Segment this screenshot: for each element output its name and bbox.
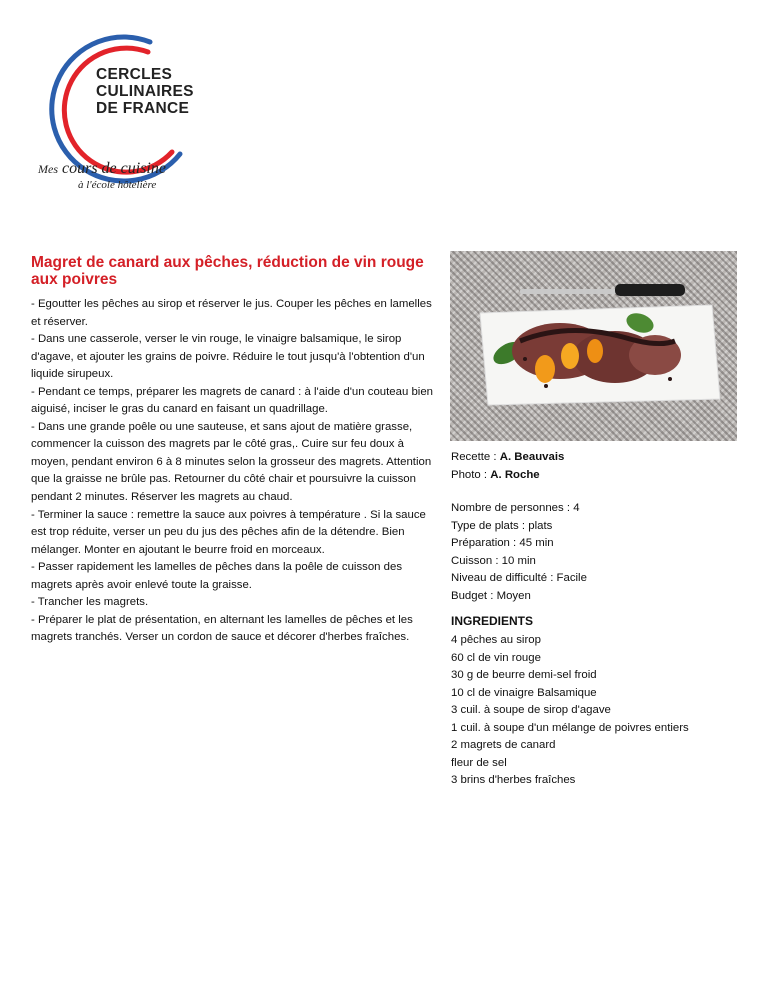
credit-photo bbox=[451, 467, 564, 485]
step-7: - Trancher les magrets. bbox=[31, 596, 149, 609]
ingredient-item: 2 magrets de canard bbox=[451, 739, 556, 752]
tagline-mes: Mes bbox=[38, 162, 58, 176]
logo-wordmark bbox=[96, 66, 194, 117]
credit-photo-value: A. Roche bbox=[490, 468, 540, 481]
ingredient-item: 30 g de beurre demi-sel froid bbox=[451, 669, 597, 682]
ingredient-item: 4 pêches au sirop bbox=[451, 634, 541, 646]
ingredient-item: 60 cl de vin rouge bbox=[451, 651, 541, 664]
tagline-ecole: à l'école hôtelière bbox=[78, 179, 157, 191]
recipe-title: Magret de canard aux pêches, réduction de vin rouge aux poivres bbox=[31, 254, 424, 288]
recipe-info bbox=[451, 500, 587, 606]
step-2: - Dans une casserole, verser le vin rouge, le vinaigre balsamique, le sirop d'agave, et ajouter les grains de poivre. Réduire le tout jusqu'à l'obtention d'un liquide sirupeux. bbox=[31, 333, 425, 381]
credit-recette bbox=[451, 449, 564, 467]
ingredient-item: 10 cl de vinaigre Balsamique bbox=[451, 686, 597, 699]
ingredient-item: fleur de sel bbox=[451, 756, 507, 769]
info-type: Type de plats : plats bbox=[451, 519, 553, 532]
step-6: - Passer rapidement les lamelles de pêches dans la poêle de cuisson des magrets après avoir enlevé toute la graisse. bbox=[31, 561, 403, 591]
step-5: - Terminer la sauce : remettre la sauce aux poivres à température . Si la sauce est trop réduite, verser un peu du jus des pêches afin de la détendre. Bien mélanger. Monter en ajoutant le beurre froid en morceaux. bbox=[31, 508, 426, 556]
recipe-steps bbox=[31, 296, 441, 647]
credit-photo-label: Photo : bbox=[451, 468, 491, 481]
step-8: - Préparer le plat de présentation, en alternant les lamelles de pêches et les magrets tranchés. Verser un cordon de sauce et décorer d'herbes fraîches. bbox=[31, 613, 413, 644]
duck-dish-illustration bbox=[450, 251, 737, 441]
logo-line-3: DE FRANCE bbox=[96, 100, 190, 117]
ingredients-heading: INGREDIENTS bbox=[451, 614, 534, 628]
info-preparation: Préparation : 45 min bbox=[451, 537, 554, 550]
ingredient-item: 3 brins d'herbes fraîches bbox=[451, 774, 576, 787]
tagline-cours: cours de cuisine bbox=[62, 160, 166, 177]
ingredient-item: 3 cuil. à soupe de sirop d'agave bbox=[451, 704, 611, 717]
recipe-credits bbox=[451, 449, 564, 484]
info-personnes: Nombre de personnes : 4 bbox=[451, 502, 580, 514]
logo-line-1: CERCLES bbox=[96, 66, 173, 83]
logo-tagline bbox=[38, 160, 166, 191]
info-cuisson: Cuisson : 10 min bbox=[451, 554, 536, 567]
info-budget: Budget : Moyen bbox=[451, 589, 531, 602]
credit-recette-label: Recette : bbox=[451, 451, 500, 463]
step-3: - Pendant ce temps, préparer les magrets de canard : à l'aide d'un couteau bien aiguisé, inciser le gras du canard en faisant un quadrillage. bbox=[31, 385, 433, 416]
info-difficulte: Niveau de difficulté : Facile bbox=[451, 572, 587, 585]
recipe-photo bbox=[450, 251, 737, 441]
step-1: - Egoutter les pêches au sirop et réserver le jus. Couper les pêches en lamelles et réserver. bbox=[31, 298, 432, 328]
step-4: - Dans une grande poêle ou une sauteuse, et sans ajout de matière grasse, commencer la cuisson des magrets par le côté gras,. Cuire sur feu doux à moyen, pendant environ 6 à 8 minutes selon la grosseur des magrets. Attention que la graisse ne brûle pas. Retourner du côté chair et poursuivre la cuisson pendant 2 minutes. Réserver les magrets au chaud. bbox=[31, 420, 432, 504]
ingredient-item: 1 cuil. à soupe d'un mélange de poivres entiers bbox=[451, 721, 689, 734]
ingredients-list bbox=[451, 632, 689, 790]
credit-recette-value: A. Beauvais bbox=[499, 451, 565, 463]
logo-line-2: CULINAIRES bbox=[96, 83, 194, 100]
